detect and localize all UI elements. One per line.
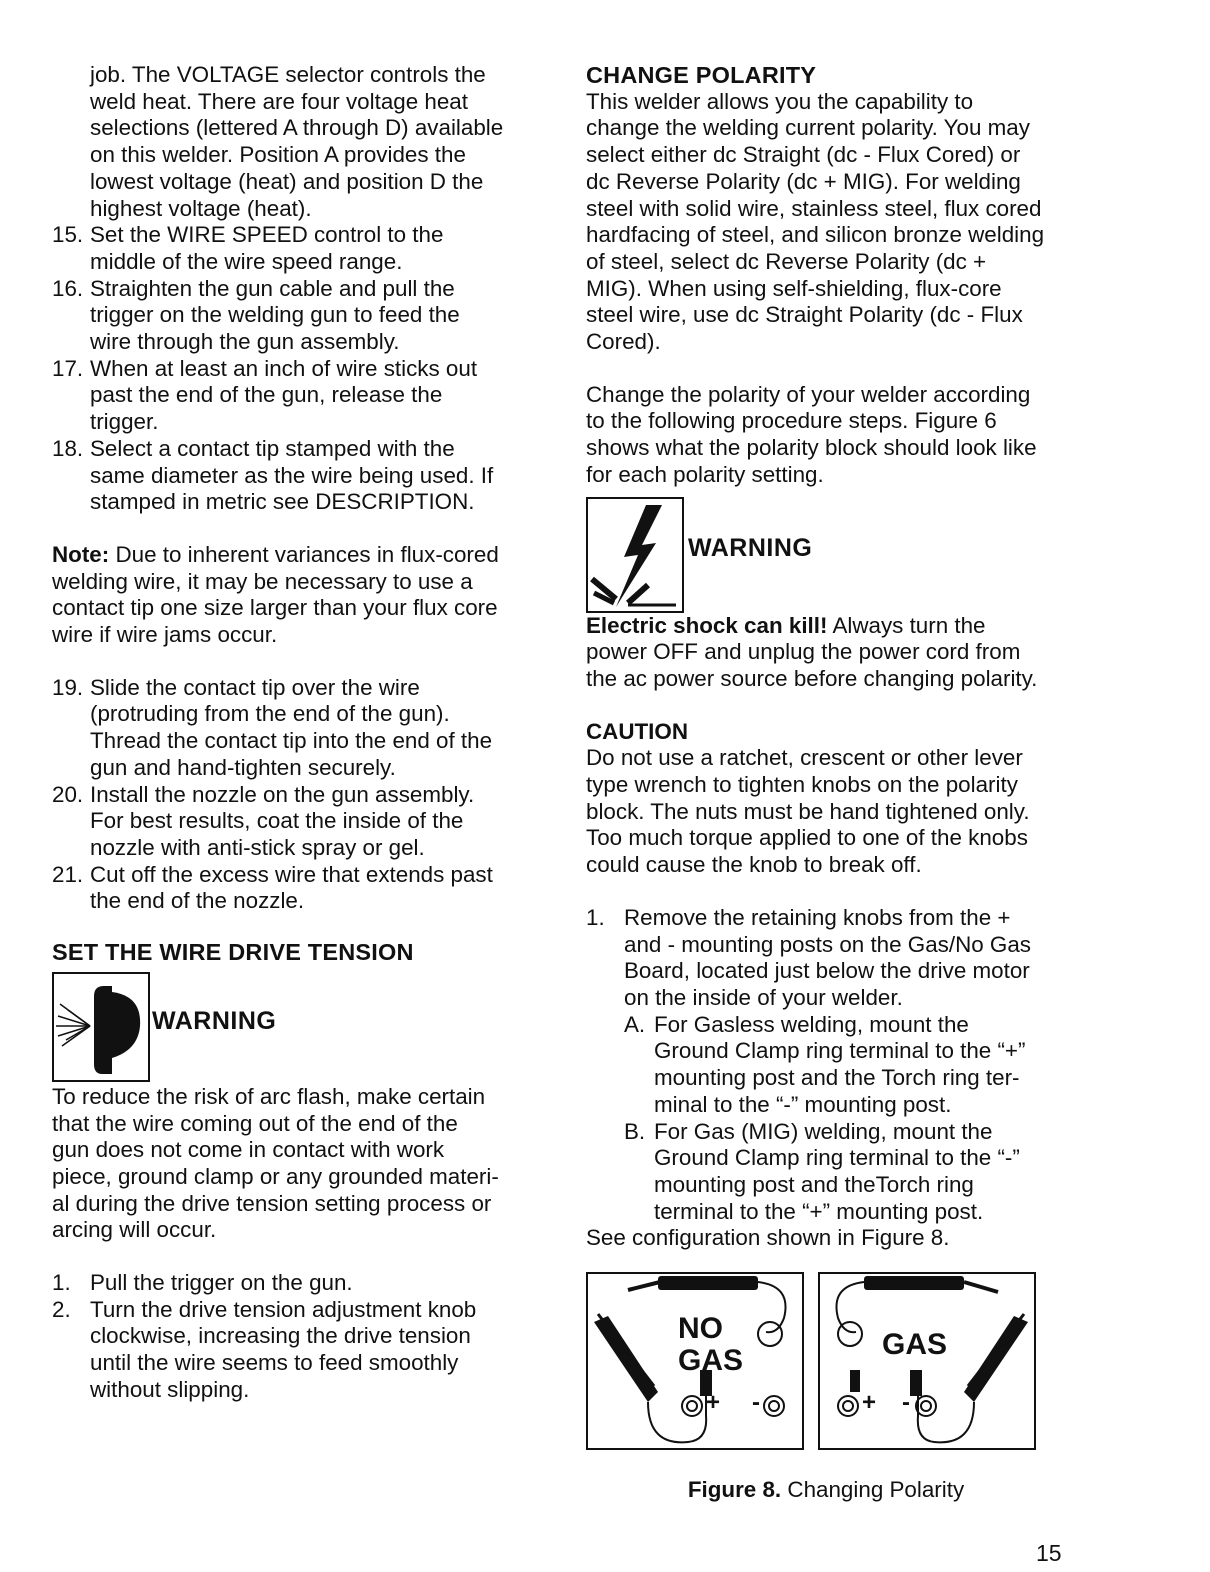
step-17 [52,356,552,436]
step-20 [52,782,552,862]
arc-flash-warning [52,972,552,1084]
text-line: steel with solid wire, stainless steel, flux cored [586,195,1042,221]
polarity-intro [586,89,1086,356]
step-number: 16. [52,275,84,301]
text-line: that the wire coming out of the end of the [52,1110,458,1136]
text-line: for each polarity setting. [586,461,824,487]
text-line: For Gas (MIG) welding, mount the [654,1118,993,1144]
text-line: power OFF and unplug the power cord from [586,639,1021,665]
text-line: on this welder. Position A provides the [90,142,466,168]
text-line: al during the drive tension setting process or [52,1190,492,1216]
text-line: until the wire seems to feed smoothly [90,1350,459,1376]
step-number: 19. [52,674,84,700]
note-label: Note: [52,541,110,567]
step-19 [52,675,552,782]
text-line: steel wire, use dc Straight Polarity (dc - Flux [586,302,1023,328]
caption-label: Figure 8. [687,1477,782,1503]
step-number: 20. [52,781,84,807]
text-line: arcing will occur. [52,1217,217,1243]
see-configuration: See configuration shown in Figure 8. [586,1225,950,1251]
text-line: Ground Clamp ring terminal to the “+” [654,1038,1026,1064]
text-line: Cut off the excess wire that extends past [90,861,493,887]
text-line: mounting post and the Torch ring ter- [654,1065,1020,1091]
shock-bold: Electric shock can kill! [586,612,828,638]
text-line: to the following procedure steps. Figure 6 [586,408,997,434]
step-18 [52,436,552,516]
text-line: When at least an inch of wire sticks out [90,355,478,381]
step-15 [52,222,552,275]
text-line: terminal to the “+” mounting post. [654,1198,984,1224]
text-line: minal to the “-” mounting post. [654,1091,952,1117]
text-line: (protruding from the end of the gun). [90,701,450,727]
text-line: Board, located just below the drive motor [624,958,1030,984]
text-line: trigger on the welding gun to feed the [90,302,460,328]
text-line: trigger. [90,409,159,435]
text-line: Change the polarity of your welder according [586,381,1031,407]
arc-flash-icon [52,972,150,1082]
substep-letter: B. [624,1118,646,1144]
text-line: For Gasless welding, mount the [654,1011,969,1037]
text-line: type wrench to tighten knobs on the polarity [586,772,1018,798]
text-line: welding wire, it may be necessary to use a [52,568,473,594]
text-line: Do not use a ratchet, crescent or other lever [586,745,1023,771]
polarity-step-1 [586,905,1086,1012]
step-number: 2. [52,1296,71,1322]
text-line: Too much torque applied to one of the knobs [586,825,1028,851]
note-paragraph [52,542,552,649]
voltage-intro [52,62,552,222]
text-line: of steel, select dc Reverse Polarity (dc + [586,248,987,274]
no-gas-panel [586,1272,804,1450]
text-line: Ground Clamp ring terminal to the “-” [654,1145,1020,1171]
tension-step-2 [52,1297,552,1404]
text-line: Turn the drive tension adjustment knob [90,1296,477,1322]
text-line: selections (lettered A through D) available [90,115,504,141]
substep-letter: A. [624,1011,646,1037]
text-line: Thread the contact tip into the end of the [90,728,493,754]
text-line: without slipping. [90,1376,250,1402]
text-line: change the welding current polarity. You may [586,115,1030,141]
step-number: 1. [52,1270,71,1296]
text-line: block. The nuts must be hand tightened only. [586,798,1030,824]
text-line: hardfacing of steel, and silicon bronze welding [586,222,1045,248]
text-line: mounting post and theTorch ring [654,1171,974,1197]
plus-label: + [706,1389,721,1417]
text-line: Set the WIRE SPEED control to the [90,222,444,248]
left-column [52,62,552,1404]
text-line: Select a contact tip stamped with the [90,435,455,461]
change-polarity-paragraph [586,382,1086,489]
text-line: the ac power source before changing polarity. [586,665,1038,691]
text-line: gun does not come in contact with work [52,1137,445,1163]
text-line: To reduce the risk of arc flash, make certain [52,1083,486,1109]
text-line: contact tip one size larger than your flux core [52,595,498,621]
shock-warning [586,497,1086,613]
text-line: piece, ground clamp or any grounded materi- [52,1163,499,1189]
text-line: wire through the gun assembly. [90,329,400,355]
text-line: Cored). [586,329,661,355]
text-line: same diameter as the wire being used. If [90,462,494,488]
step-number: 1. [586,904,605,930]
text-line: Always turn the [832,612,986,638]
text-line: job. The VOLTAGE selector controls the [90,62,486,87]
warning-label: WARNING [152,1006,277,1035]
gas-label: GAS [882,1328,948,1362]
right-column [586,62,1086,1504]
text-line: MIG). When using self-shielding, flux-core [586,275,1002,301]
step-16 [52,276,552,356]
substep-b [586,1119,1086,1226]
text-line: past the end of the gun, release the [90,382,443,408]
caption-text: Changing Polarity [787,1477,965,1503]
arc-flash-warning-text [52,1084,552,1244]
text-line: and - mounting posts on the Gas/No Gas [624,931,1031,957]
caution-heading: CAUTION [586,718,688,744]
page-number: 15 [1036,1540,1062,1566]
text-line: Pull the trigger on the gun. [90,1270,353,1296]
text-line: shows what the polarity block should look like [586,435,1037,461]
text-line: For best results, coat the inside of the [90,808,464,834]
text-line: lowest voltage (heat) and position D the [90,168,484,194]
text-line: Remove the retaining knobs from the + [624,904,1011,930]
section-heading: SET THE WIRE DRIVE TENSION [52,939,414,966]
step-number: 17. [52,355,84,381]
shock-warning-text [586,613,1086,693]
minus-label: - [902,1389,910,1417]
gas-panel [818,1272,1036,1450]
text-line: select either dc Straight (dc - Flux Cored) or [586,142,1021,168]
step-number: 15. [52,222,84,248]
plus-label: + [862,1389,877,1417]
no-gas-label-line1: NO [678,1312,723,1346]
text-line: on the inside of your welder. [624,984,903,1010]
section-heading: CHANGE POLARITY [586,62,817,88]
text-line: clockwise, increasing the drive tension [90,1323,471,1349]
text-line: Slide the contact tip over the wire [90,674,420,700]
caution-text [586,745,1086,879]
text-line: weld heat. There are four voltage heat [90,88,468,114]
minus-label: - [752,1389,760,1417]
text-line: dc Reverse Polarity (dc + MIG). For welding [586,168,1021,194]
text-line: middle of the wire speed range. [90,248,403,274]
text-line: This welder allows you the capability to [586,88,974,114]
no-gas-label-line2: GAS [678,1344,744,1378]
text-line: nozzle with anti-stick spray or gel. [90,834,425,860]
tension-step-1 [52,1270,552,1297]
warning-label: WARNING [688,533,813,562]
electric-shock-icon [586,497,684,613]
step-number: 18. [52,435,84,461]
text-line: the end of the nozzle. [90,888,305,914]
text-line: wire if wire jams occur. [52,622,278,648]
substep-a [586,1012,1086,1119]
text-line: Install the nozzle on the gun assembly. [90,781,475,807]
step-number: 21. [52,861,84,887]
figure-8-polarity [586,1272,1038,1455]
text-line: could cause the knob to break off. [586,852,922,878]
figure-caption [586,1477,1066,1504]
text-line: gun and hand-tighten securely. [90,754,396,780]
text-line: highest voltage (heat). [90,195,312,221]
step-21 [52,862,552,915]
text-line: stamped in metric see DESCRIPTION. [90,489,475,515]
text-line: Due to inherent variances in flux-cored [115,541,499,567]
text-line: Straighten the gun cable and pull the [90,275,455,301]
